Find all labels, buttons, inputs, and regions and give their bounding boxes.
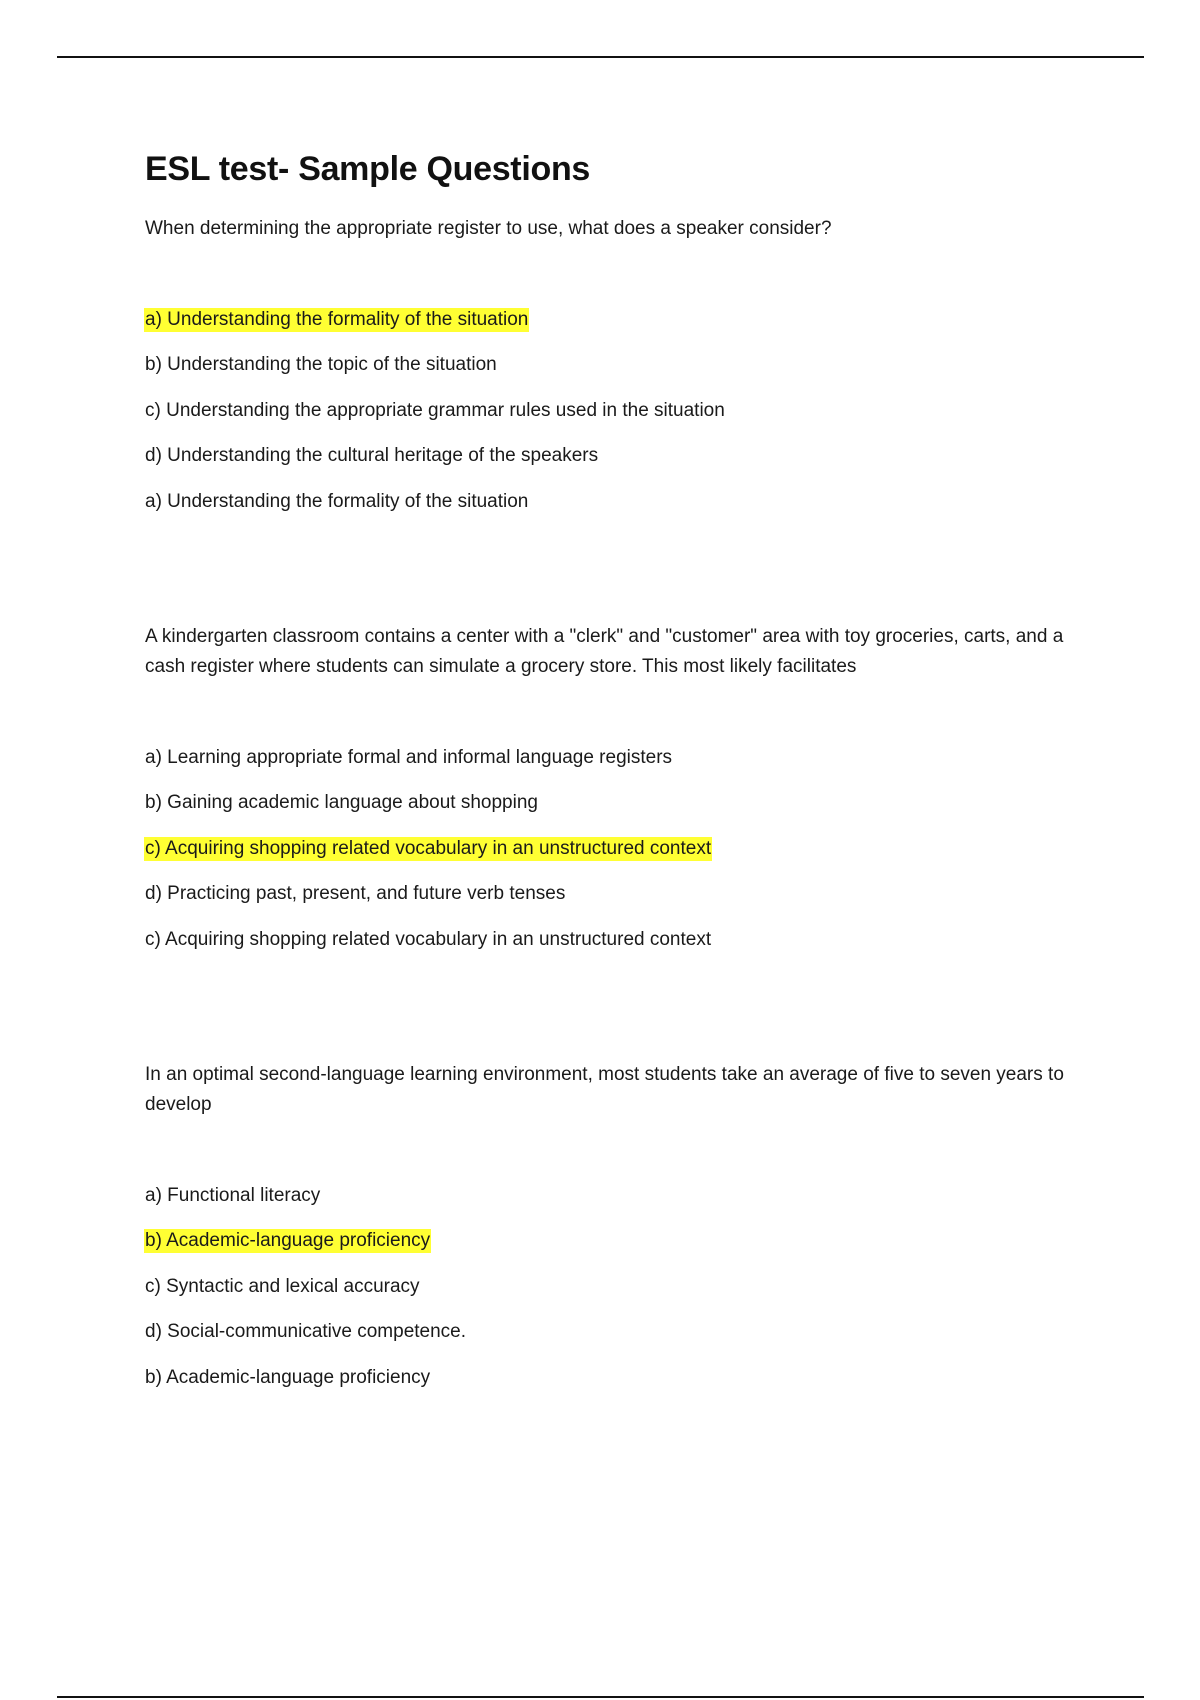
question-2-prompt: A kindergarten classroom contains a center with a "clerk" and "customer" area with toy groceries, carts, and a cash register where students can simulate a grocery store. This most likely facilitates [145, 626, 1064, 677]
highlighted-answer: b) Academic-language proficiency [145, 1230, 431, 1251]
highlighted-answer: c) Acquiring shopping related vocabulary in an unstructured context [145, 838, 712, 859]
question-2-option-a: a) Learning appropriate formal and informal language registers [145, 747, 673, 768]
question-3-option-b [145, 1226, 431, 1256]
question-1-answer: a) Understanding the formality of the situation [145, 491, 529, 512]
question-1-option-d: d) Understanding the cultural heritage of the speakers [145, 445, 599, 466]
question-3-option-a: a) Functional literacy [145, 1185, 321, 1206]
question-2-option-d: d) Practicing past, present, and future verb tenses [145, 883, 566, 904]
question-3-option-d: d) Social-communicative competence. [145, 1321, 467, 1342]
question-3-option-c: c) Syntactic and lexical accuracy [145, 1276, 420, 1297]
question-1-prompt: When determining the appropriate register to use, what does a speaker consider? [145, 218, 832, 239]
header-rule [57, 56, 1144, 58]
question-2-option-c [145, 834, 712, 864]
question-1-option-b: b) Understanding the topic of the situation [145, 354, 497, 375]
question-3-prompt: In an optimal second-language learning environment, most students take an average of five to seven years to develop [145, 1064, 1064, 1115]
question-2-option-b: b) Gaining academic language about shopping [145, 792, 538, 813]
highlighted-answer: a) Understanding the formality of the situation [145, 309, 529, 330]
question-3-answer: b) Academic-language proficiency [145, 1367, 431, 1388]
question-1-option-c: c) Understanding the appropriate grammar rules used in the situation [145, 400, 725, 421]
question-1-option-a [145, 305, 529, 335]
question-2-answer: c) Acquiring shopping related vocabulary in an unstructured context [145, 929, 712, 950]
footer-rule [57, 1696, 1144, 1698]
page-title: ESL test- Sample Questions [145, 150, 591, 188]
